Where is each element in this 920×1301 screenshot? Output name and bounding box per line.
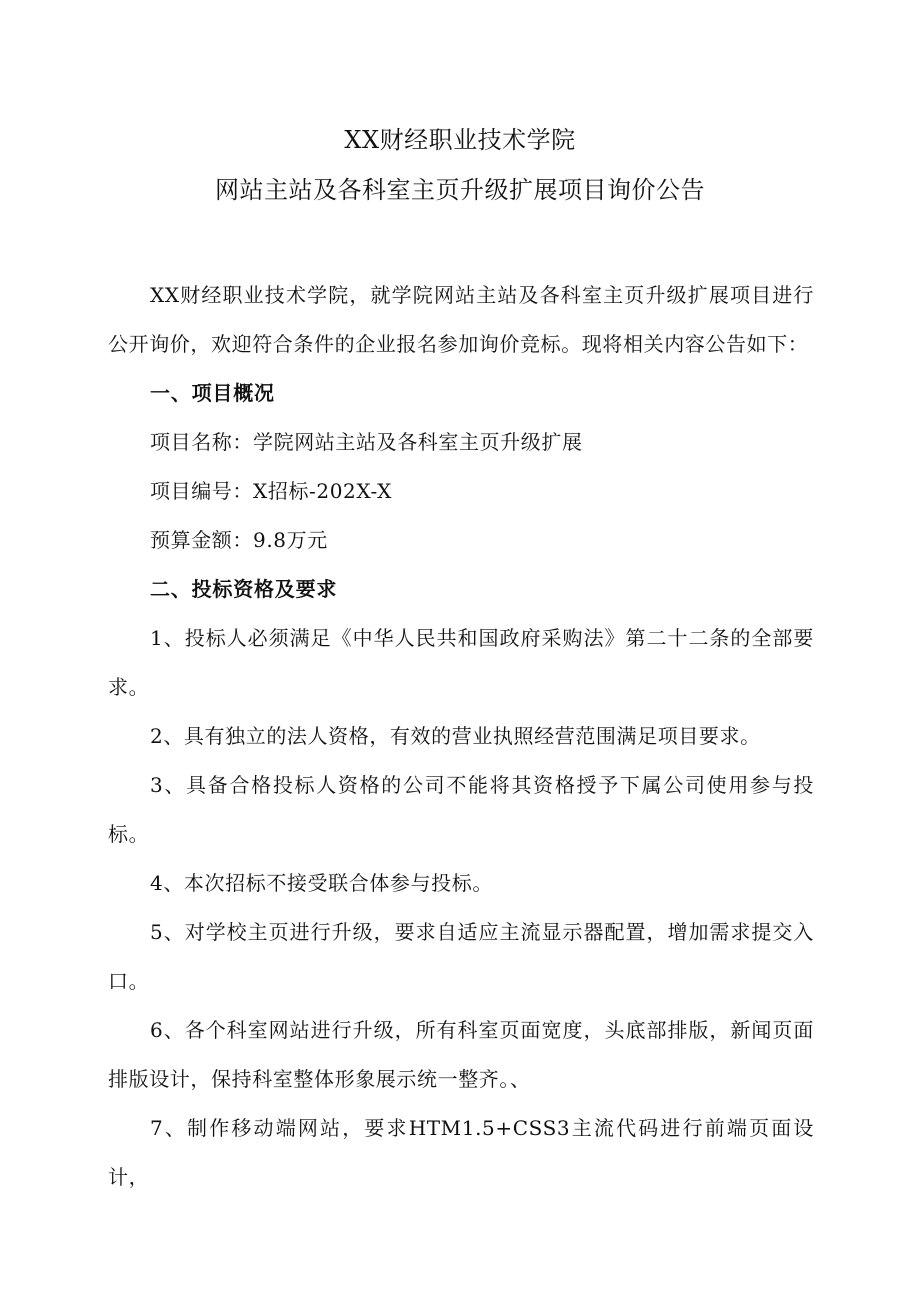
budget-label: 预算金额： — [150, 528, 253, 552]
project-name-value: 学院网站主站及各科室主页升级扩展 — [253, 430, 583, 454]
section1-heading: 一、项目概况 — [150, 381, 275, 405]
requirement-item-5: 5、对学校主页进行升级，要求自适应主流显示器配置，增加需求提交入口。 — [108, 920, 814, 993]
project-number-field — [108, 467, 814, 516]
requirement-item-3: 3、具备合格投标人资格的公司不能将其资格授予下属公司使用参与投标。 — [108, 773, 814, 846]
requirement-item-4: 4、本次招标不接受联合体参与投标。 — [150, 871, 493, 895]
requirement-item-6: 6、各个科室网站进行升级，所有科室页面宽度，头底部排版，新闻页面排版设计，保持科室整体形象展示统一整齐。、 — [108, 1018, 814, 1091]
budget-field — [108, 516, 814, 565]
announcement-title: 网站主站及各科室主页升级扩展项目询价公告 — [215, 176, 705, 204]
institution-title: XX财经职业技术学院 — [344, 126, 576, 154]
requirement-item-1: 1、投标人必须满足《中华人民共和国政府采购法》第二十二条的全部要求。 — [108, 626, 814, 699]
document-body — [108, 271, 814, 1202]
project-name-label: 项目名称： — [150, 430, 253, 454]
budget-value: 9.8万元 — [253, 528, 328, 552]
section2-heading: 二、投标资格及要求 — [150, 577, 338, 601]
requirement-item-7: 7、制作移动端网站，要求HTM1.5+CSS3主流代码进行前端页面设计， — [108, 1116, 814, 1189]
document-title — [0, 126, 920, 204]
intro-paragraph: XX财经职业技术学院，就学院网站主站及各科室主页升级扩展项目进行公开询价，欢迎符合条件的企业报名参加询价竞标。现将相关内容公告如下： — [108, 283, 814, 356]
project-number-label: 项目编号： — [150, 479, 253, 503]
project-name-field — [108, 418, 814, 467]
project-number-value: X招标-202X-X — [253, 479, 392, 503]
requirement-item-2: 2、具有独立的法人资格，有效的营业执照经营范围满足项目要求。 — [150, 724, 761, 748]
